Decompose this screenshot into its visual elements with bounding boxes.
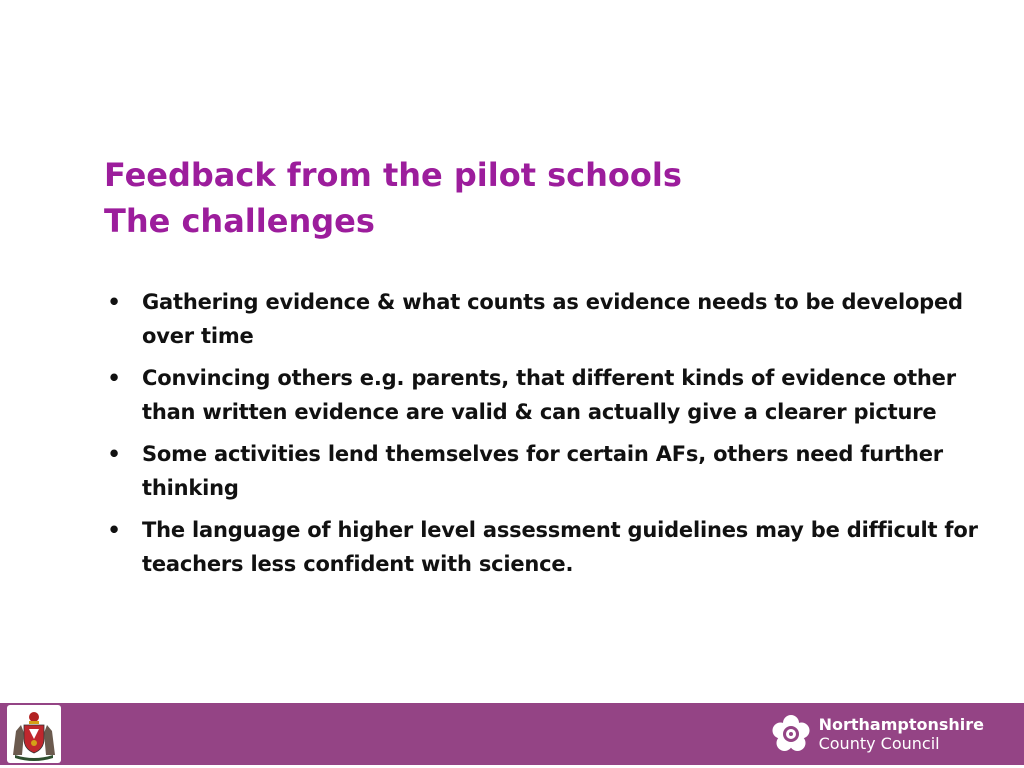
logo-subtitle: County Council (818, 734, 940, 753)
logo-name: Northamptonshire (818, 715, 984, 734)
council-logo (771, 712, 984, 756)
bullet-item (100, 513, 1000, 581)
bullet-list (100, 285, 1000, 589)
bullet-item (100, 285, 1000, 353)
title-line-1: Feedback from the pilot schools (104, 156, 682, 194)
bullet-text: Some activities lend themselves for certain AFs, others need further thinking (142, 442, 943, 500)
bullet-text: Convincing others e.g. parents, that different kinds of evidence other than written evidence are valid & can actually give a clearer picture (142, 366, 956, 424)
bullet-item (100, 437, 1000, 505)
slide-title (104, 152, 984, 244)
bullet-icon: • (107, 290, 121, 314)
bullet-icon: • (107, 442, 121, 466)
footer-bar (0, 703, 1024, 765)
coat-of-arms-icon (7, 705, 61, 763)
bullet-item (100, 361, 1000, 429)
bullet-text: The language of higher level assessment guidelines may be difficult for teachers less confident with science. (142, 518, 978, 576)
tudor-rose-icon (771, 714, 811, 754)
bullet-icon: • (107, 366, 121, 390)
logo-text (819, 715, 984, 753)
bullet-icon: • (107, 518, 121, 542)
bullet-text: Gathering evidence & what counts as evidence needs to be developed over time (142, 290, 963, 348)
title-line-2: The challenges (104, 202, 375, 240)
